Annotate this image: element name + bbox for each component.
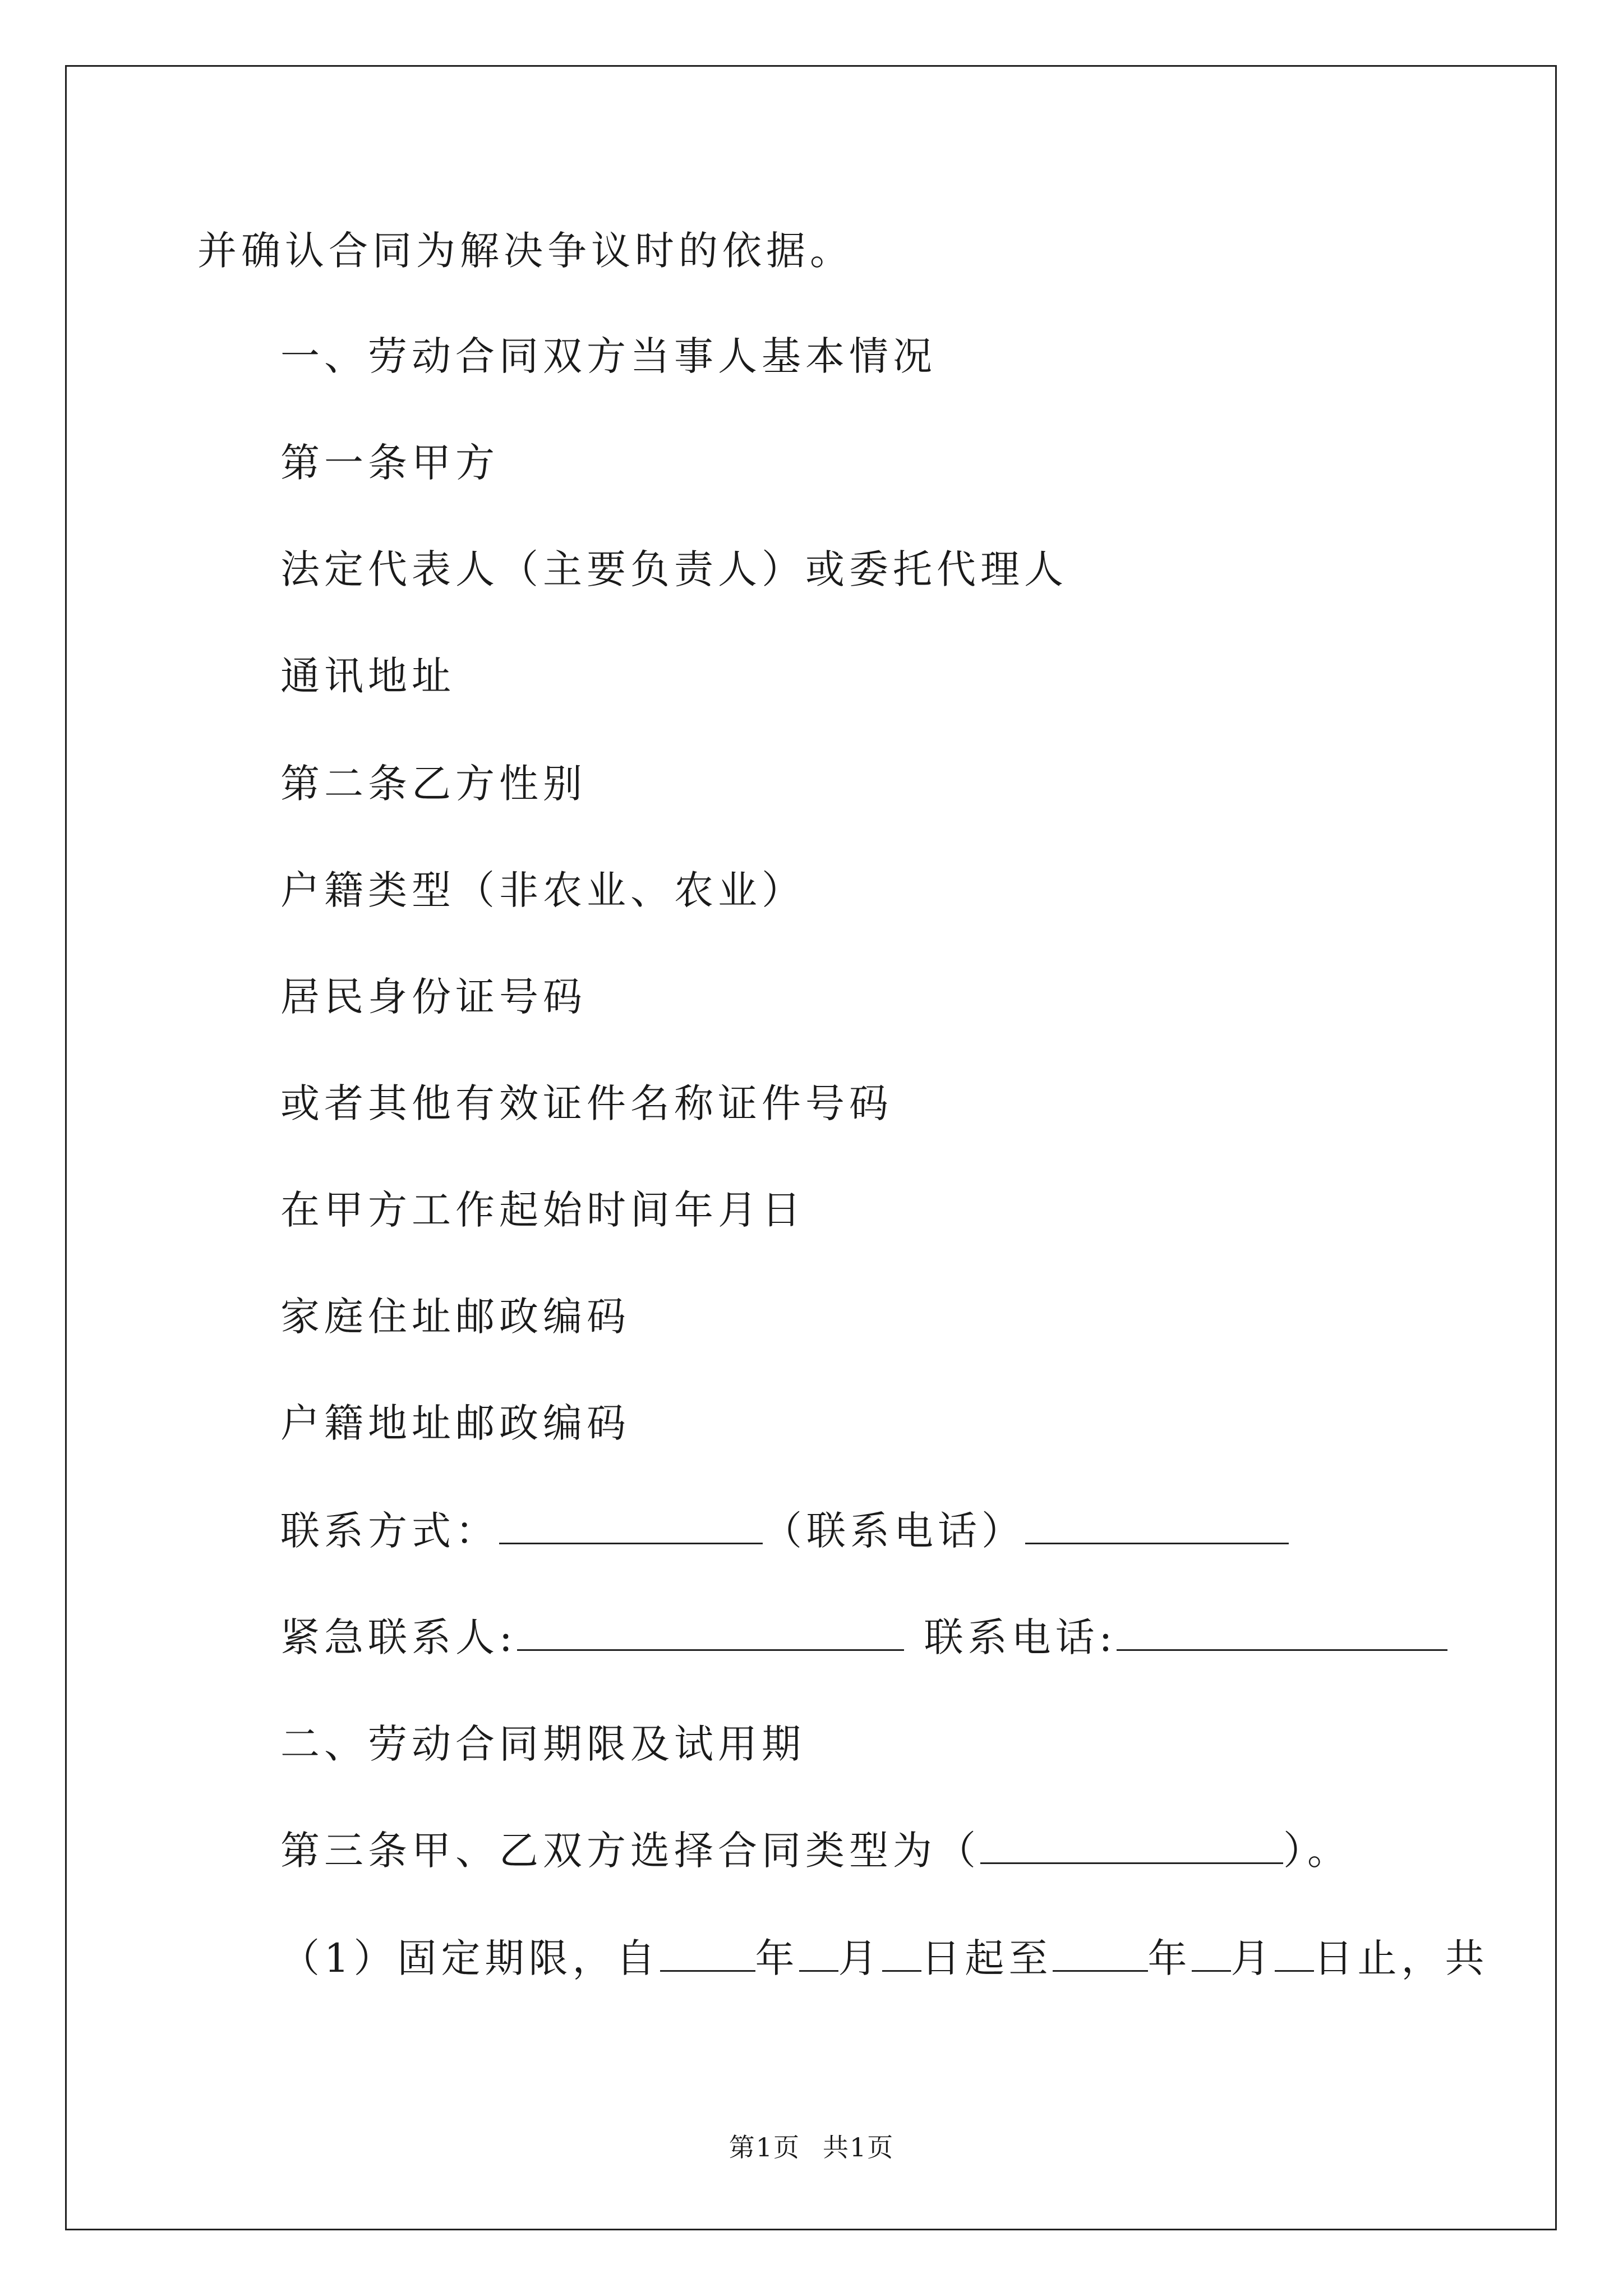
contract-type-prefix: 第三条甲、乙双方选择合同类型为（ (280, 1828, 980, 1874)
fixed-term-text-1: （1）固定期限，自 (280, 1935, 660, 1981)
field-id-number: 居民身份证号码 (280, 974, 587, 1020)
contact-line (280, 1508, 1289, 1554)
emergency-contact-line (280, 1614, 1447, 1660)
fixed-term-text-6: 月 (1230, 1935, 1275, 1981)
fixed-term-text-7: 日止，共 (1313, 1935, 1489, 1981)
clause-party-a: 第一条甲方 (280, 440, 499, 486)
contact-phone-label: （联系电话） (763, 1508, 1025, 1554)
section-heading-term: 二、劳动合同期限及试用期 (280, 1721, 805, 1767)
start-month-blank (799, 1939, 838, 1972)
page-border (65, 65, 1557, 2230)
contact-blank (499, 1511, 763, 1544)
clause-contract-type (280, 1828, 1351, 1874)
field-household-address: 户籍地址邮政编码 (280, 1400, 630, 1446)
contact-label: 联系方式： (280, 1508, 499, 1554)
clause-party-b-gender: 第二条乙方性别 (280, 761, 587, 807)
end-year-blank (1053, 1939, 1148, 1972)
emergency-contact-blank (517, 1618, 904, 1651)
fixed-term-text-3: 月 (838, 1935, 882, 1981)
contract-type-suffix: ）。 (1283, 1828, 1351, 1874)
field-household-type: 户籍类型（非农业、农业） (280, 867, 805, 913)
emergency-phone-blank (1117, 1618, 1447, 1651)
end-day-blank (1275, 1939, 1314, 1972)
field-home-address: 家庭住址邮政编码 (280, 1294, 630, 1340)
start-year-blank (660, 1939, 755, 1972)
emergency-contact-label: 紧急联系人: (280, 1614, 517, 1660)
page-total: 共1页 (823, 2132, 895, 2162)
fixed-term-text-2: 年 (755, 1935, 799, 1981)
field-mailing-address: 通讯地址 (280, 653, 455, 699)
fixed-term-line (280, 1935, 1489, 1981)
field-legal-representative: 法定代表人（主要负责人）或委托代理人 (280, 546, 1068, 592)
start-day-blank (882, 1939, 921, 1972)
page-number: 第1页 (728, 2132, 800, 2162)
section-heading-parties: 一、劳动合同双方当事人基本情况 (280, 333, 937, 379)
fixed-term-text-4: 日起至 (921, 1935, 1053, 1981)
contact-phone-blank (1025, 1511, 1289, 1544)
page-footer (0, 2134, 1623, 2160)
fixed-term-text-5: 年 (1147, 1935, 1192, 1981)
field-start-date: 在甲方工作起始时间年月日 (280, 1187, 805, 1233)
contract-type-blank (980, 1831, 1283, 1864)
emergency-phone-label: 联系电话: (924, 1614, 1117, 1660)
field-other-id: 或者其他有效证件名称证件号码 (280, 1080, 893, 1126)
end-month-blank (1192, 1939, 1231, 1972)
text-line: 并确认合同为解决争议时的依据。 (197, 228, 854, 274)
